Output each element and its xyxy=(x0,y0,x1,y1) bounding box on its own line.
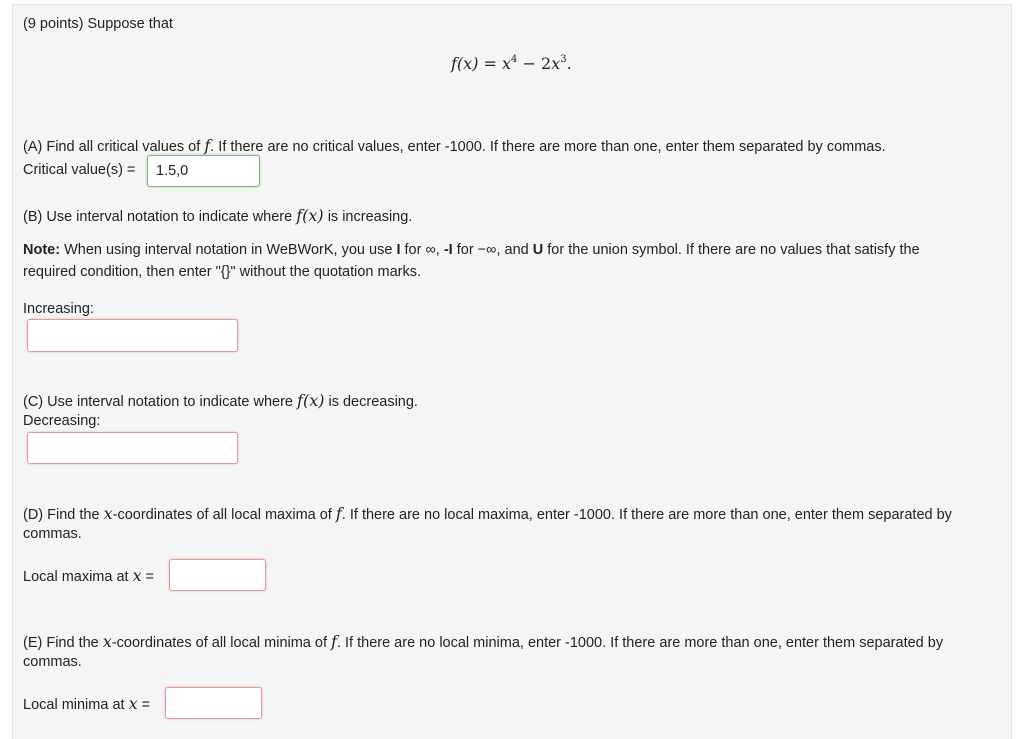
increasing-input[interactable] xyxy=(27,319,238,352)
part-c-prefix: (C) Use interval notation to indicate where xyxy=(23,394,298,410)
part-b-prefix: (B) Use interval notation to indicate where xyxy=(23,209,297,225)
part-a-prefix: (A) Find all critical values of xyxy=(23,139,205,155)
local-maxima-label-eq: = xyxy=(141,569,155,585)
note-text-4: for the union symbol. If there are no values that satisfy the xyxy=(543,242,920,258)
function-formula xyxy=(451,54,572,73)
note-neg-infinity-symbol: -I xyxy=(443,242,453,258)
part-e-line-2: commas. xyxy=(23,654,82,670)
note-line-2: required condition, then enter "{}" without the quotation marks. xyxy=(23,264,422,280)
problem-header: (9 points) Suppose that xyxy=(23,16,173,32)
part-a-question xyxy=(23,136,886,155)
local-maxima-label-x: x xyxy=(132,566,142,585)
part-c-suffix: is decreasing. xyxy=(324,394,418,410)
local-maxima-label xyxy=(23,566,154,585)
formula-base-1: x xyxy=(502,54,512,73)
part-a-var: f xyxy=(204,136,211,155)
note-union-symbol: U xyxy=(532,242,544,258)
note-text-3: for −∞, and xyxy=(452,242,533,258)
problem-panel xyxy=(12,4,1012,739)
part-e-prefix: (E) Find the xyxy=(23,635,103,651)
local-maxima-label-text: Local maxima at xyxy=(23,569,133,585)
formula-lhs: f(x) = xyxy=(451,54,503,73)
part-d-line-2: commas. xyxy=(23,526,82,542)
part-e-suffix: . If there are no local minima, enter -1000. If there are more than one, enter them separated by xyxy=(336,635,944,651)
note-infinity-symbol: I xyxy=(396,242,401,258)
part-c-question xyxy=(23,391,418,410)
note-bold: Note: xyxy=(23,242,61,258)
decreasing-label: Decreasing: xyxy=(23,413,101,429)
part-e-question xyxy=(23,632,943,651)
increasing-label: Increasing: xyxy=(23,301,94,317)
part-e-f: f xyxy=(331,632,337,651)
part-d-x: x xyxy=(103,504,113,523)
local-minima-label-x: x xyxy=(128,694,138,713)
local-maxima-input[interactable] xyxy=(169,559,266,591)
part-b-question xyxy=(23,206,412,225)
critical-values-input[interactable] xyxy=(147,155,260,187)
part-e-x: x xyxy=(102,632,112,651)
note-text-1: When using interval notation in WeBWorK, you use xyxy=(60,242,397,258)
formula-mid: − 2 xyxy=(517,54,552,73)
part-d-mid: -coordinates of all local maxima of xyxy=(112,507,336,523)
part-d-suffix: . If there are no local maxima, enter -1000. If there are more than one, enter them separated by xyxy=(341,507,952,523)
local-minima-label-eq: = xyxy=(137,697,151,713)
part-b-suffix: is increasing. xyxy=(323,209,413,225)
part-e-mid: -coordinates of all local minima of xyxy=(111,635,332,651)
part-a-suffix: . If there are no critical values, enter -1000. If there are more than one, enter them separated by commas. xyxy=(210,139,886,155)
local-minima-input[interactable] xyxy=(165,687,262,719)
note-text-2: for ∞, xyxy=(400,242,444,258)
part-d-prefix: (D) Find the xyxy=(23,507,104,523)
note-line-1 xyxy=(23,242,920,258)
part-c-fx: f(x) xyxy=(297,391,325,410)
formula-exp-2: 3 xyxy=(560,53,567,65)
part-d-question xyxy=(23,504,952,523)
formula-base-2: x xyxy=(551,54,561,73)
part-b-fx: f(x) xyxy=(296,206,324,225)
part-d-f: f xyxy=(335,504,342,523)
local-minima-label xyxy=(23,694,150,713)
local-minima-label-text: Local minima at xyxy=(23,697,129,713)
critical-values-label: Critical value(s) = xyxy=(23,162,136,178)
decreasing-input[interactable] xyxy=(27,432,238,464)
formula-tail: . xyxy=(566,54,572,73)
formula-exp-1: 4 xyxy=(511,53,518,65)
